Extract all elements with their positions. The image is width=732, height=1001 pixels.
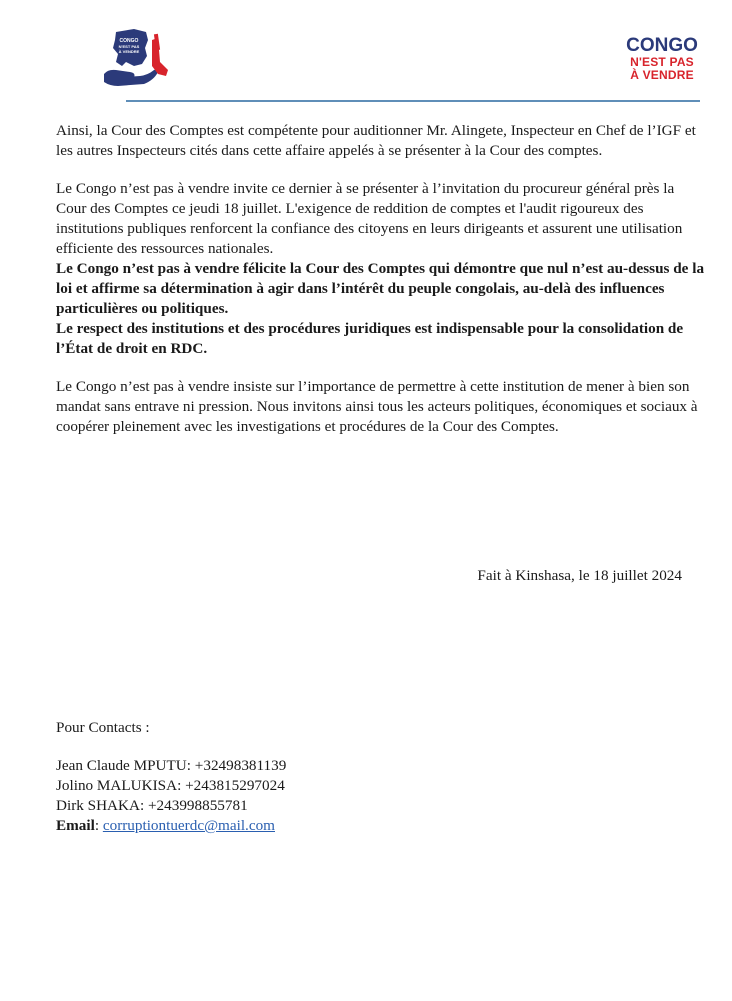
place-date-signature: Fait à Kinshasa, le 18 juillet 2024 [477, 567, 682, 584]
svg-text:À VENDRE: À VENDRE [118, 49, 140, 54]
contact-person: Jean Claude MPUTU: +32498381139 [56, 757, 287, 774]
paragraph-4-bold: Le respect des institutions et des procédures juridiques est indispensable pour la consolidation de l’État de droit en RDC. [56, 320, 684, 357]
congo-map-logo [96, 26, 182, 92]
paragraph-2: Le Congo n’est pas à vendre invite ce dernier à se présenter à l’invitation du procureur général près la Cour des Comptes ce jeudi 18 juillet. L'exigence de reddition de comptes et l'audit rigoureux des institutions publiques renforcent la confiance des citoyens en leurs dirigeants et assurent une utilisation efficiente des ressources nationales. [56, 180, 683, 257]
contact-email-line [56, 816, 656, 836]
wordmark-line-2: N'EST PAS [630, 55, 694, 69]
contact-person: Jolino MALUKISA: +243815297024 [56, 777, 285, 794]
letterhead [0, 0, 732, 110]
svg-text:N'EST PAS: N'EST PAS [118, 44, 140, 49]
wordmark-line-3: À VENDRE [630, 68, 694, 82]
email-separator: : [94, 817, 103, 834]
contacts-heading: Pour Contacts : [56, 719, 150, 736]
paragraph-1: Ainsi, la Cour des Comptes est compétente pour auditionner Mr. Alingete, Inspecteur en Chef de l’IGF et les autres Inspecteurs cités dans cette affaire appelés à se présenter à la Cour des comptes. [56, 122, 696, 159]
email-link[interactable]: corruptiontuerdc@mail.com [102, 817, 275, 834]
wordmark-line-1: CONGO [626, 35, 698, 56]
header-divider [126, 100, 700, 102]
congo-map-hand-icon [96, 26, 182, 92]
svg-text:CONGO: CONGO [119, 38, 139, 44]
email-label: Email [56, 817, 95, 834]
contact-person: Dirk SHAKA: +243998855781 [56, 797, 248, 814]
congo-wordmark-logo [626, 36, 698, 81]
paragraph-5: Le Congo n’est pas à vendre insiste sur l’importance de permettre à cette institution de mener à bien son mandat sans entrave ni pression. Nous invitons ainsi tous les acteurs politiques, économiques et sociaux à coopérer pleinement avec les investigations et procédures de la Cour des Comptes. [56, 378, 698, 435]
press-release-body [56, 121, 708, 437]
contacts-block [56, 718, 656, 836]
paragraph-3-bold: Le Congo n’est pas à vendre félicite la Cour des Comptes qui démontre que nul n’est au-dessus de la loi et affirme sa détermination à agir dans l’intérêt du peuple congolais, au-delà des influences particulières ou politiques. [56, 260, 705, 317]
